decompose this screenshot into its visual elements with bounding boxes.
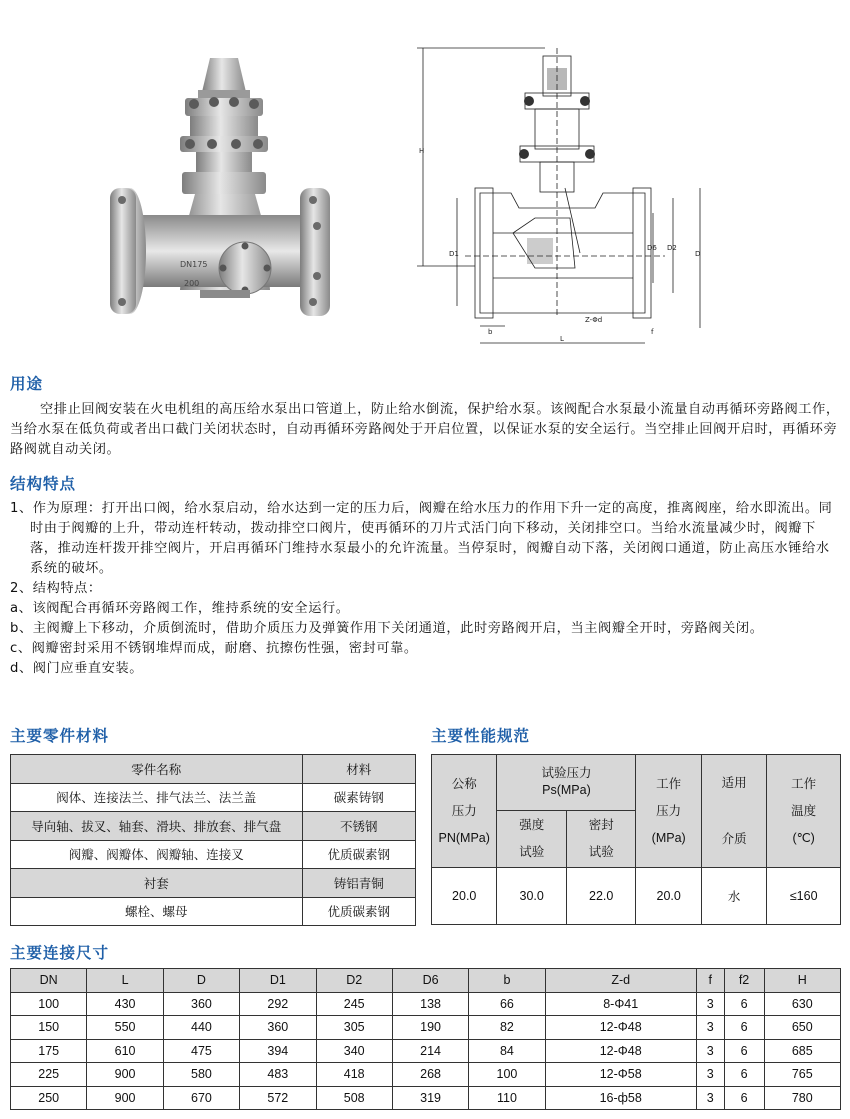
table-row [11, 812, 416, 841]
photo-body-text: DN175 [180, 260, 208, 269]
table-cell: 190 [392, 1016, 468, 1040]
header-line: 工作 [656, 776, 682, 791]
column-header-temperature [767, 755, 841, 868]
table-cell: 衬套 [11, 869, 303, 898]
dim-label-D6: D6 [647, 244, 657, 252]
column-header-strength [497, 810, 567, 867]
usage-heading: 用途 [10, 375, 44, 393]
table-row [11, 1063, 841, 1087]
table-row [432, 868, 841, 925]
table-cell: 319 [392, 1086, 468, 1110]
column-header-seal [566, 810, 636, 867]
table-cell: 16-ф58 [545, 1086, 696, 1110]
header-line: PN(MPa) [438, 830, 490, 845]
table-cell: 82 [469, 1016, 545, 1040]
column-header: D [163, 969, 239, 993]
table-cell: 3 [696, 1086, 724, 1110]
table-cell: 6 [724, 1039, 764, 1063]
table-cell: 610 [87, 1039, 163, 1063]
dim-label-Z: Z-Φd [585, 316, 603, 324]
header-line: Ps(MPa) [542, 783, 591, 798]
features-text [10, 499, 842, 679]
dim-label-b: b [488, 328, 493, 336]
table-cell: 780 [764, 1086, 840, 1110]
table-header-row [11, 969, 841, 993]
table-cell: 138 [392, 992, 468, 1016]
table-cell: 6 [724, 1063, 764, 1087]
dim-label-D: D [695, 250, 701, 258]
table-cell: 150 [11, 1016, 87, 1040]
table-row [11, 992, 841, 1016]
table-cell: 572 [240, 1086, 316, 1110]
table-cell: 水 [701, 868, 766, 925]
header-line: (MPa) [651, 830, 686, 845]
table-row [11, 783, 416, 812]
table-cell: 483 [240, 1063, 316, 1087]
table-cell: 12-Φ48 [545, 1039, 696, 1063]
table-cell: 导向轴、拔叉、轴套、滑块、排放套、排气盘 [11, 812, 303, 841]
column-header-work-pressure [636, 755, 701, 868]
header-line: 试验 [588, 844, 614, 859]
table-cell: 670 [163, 1086, 239, 1110]
performance-table [431, 754, 841, 925]
table-header-row [432, 755, 841, 811]
table-cell: 6 [724, 992, 764, 1016]
table-cell: 580 [163, 1063, 239, 1087]
table-cell: 250 [11, 1086, 87, 1110]
header-line: 试验 [519, 844, 545, 859]
table-cell: 508 [316, 1086, 392, 1110]
table-row [11, 897, 416, 926]
table-cell: 螺栓、螺母 [11, 897, 303, 926]
usage-text [10, 400, 842, 460]
valve-section-drawing [395, 38, 715, 358]
table-cell: 630 [764, 992, 840, 1016]
table-header-row [11, 755, 416, 784]
table-row [11, 1016, 841, 1040]
table-cell: ≤160 [767, 868, 841, 925]
table-cell: 765 [764, 1063, 840, 1087]
dimensions-table [10, 968, 841, 1110]
table-cell: 3 [696, 992, 724, 1016]
table-cell: 214 [392, 1039, 468, 1063]
column-header: H [764, 969, 840, 993]
materials-heading: 主要零件材料 [10, 727, 110, 745]
table-cell: 6 [724, 1086, 764, 1110]
column-header: b [469, 969, 545, 993]
table-cell: 66 [469, 992, 545, 1016]
feature-item: b、主阀瓣上下移动，介质倒流时，借助介质压力及弹簧作用下关闭通道，此时旁路阀开启，当主阀瓣全开时，旁路阀关闭。 [10, 621, 764, 636]
table-cell: 900 [87, 1063, 163, 1087]
dim-label-L: L [560, 335, 564, 343]
table-cell: 394 [240, 1039, 316, 1063]
dimensions-heading: 主要连接尺寸 [10, 944, 110, 962]
table-cell: 685 [764, 1039, 840, 1063]
table-cell: 84 [469, 1039, 545, 1063]
header-line: 公称 [451, 776, 477, 791]
header-line: 试验压力 [541, 766, 592, 781]
table-cell: 20.0 [432, 868, 497, 925]
header-line: 适用 [721, 776, 747, 790]
table-cell: 3 [696, 1016, 724, 1040]
column-header: 材料 [302, 755, 415, 784]
table-cell: 铸铝青铜 [302, 869, 415, 898]
column-header: Z-d [545, 969, 696, 993]
header-line: 密封 [588, 817, 614, 832]
table-cell: 22.0 [566, 868, 636, 925]
table-cell: 12-Φ48 [545, 1016, 696, 1040]
header-line: 强度 [519, 817, 545, 832]
valve-photo [100, 40, 350, 345]
table-cell: 292 [240, 992, 316, 1016]
column-header-medium [701, 755, 766, 868]
photo-body-text-2: 200 [184, 279, 200, 288]
table-cell: 430 [87, 992, 163, 1016]
feature-item: 2、结构特点： [10, 581, 102, 596]
feature-item: a、该阀配合再循环旁路阀工作，维持系统的安全运行。 [10, 601, 350, 616]
table-cell: 3 [696, 1063, 724, 1087]
table-cell: 900 [87, 1086, 163, 1110]
table-cell: 3 [696, 1039, 724, 1063]
table-cell: 440 [163, 1016, 239, 1040]
dim-label-D1: D1 [449, 250, 459, 258]
table-cell: 475 [163, 1039, 239, 1063]
table-cell: 418 [316, 1063, 392, 1087]
header-line: 压力 [451, 803, 477, 818]
header-line: 工作 [791, 776, 817, 791]
table-cell: 20.0 [636, 868, 701, 925]
table-cell: 100 [11, 992, 87, 1016]
table-cell: 268 [392, 1063, 468, 1087]
usage-paragraph: 空排止回阀安装在火电机组的高压给水泵出口管道上，防止给水倒流，保护给水泵。该阀配合水泵最小流量自动再循环旁路阀工作，当给水泵在低负荷或者出口截门关闭状态时，自动再循环旁路阀处于开启位置，以保证水泵的安全运行。当空排止回阀开启时，再循环旁路阀就自动关闭。 [10, 402, 840, 457]
column-header: 零件名称 [11, 755, 303, 784]
table-cell: 优质碳素钢 [302, 897, 415, 926]
column-header: D2 [316, 969, 392, 993]
features-heading: 结构特点 [10, 475, 77, 493]
column-header-test-pressure [497, 755, 636, 811]
table-cell: 优质碳素钢 [302, 840, 415, 869]
column-header: L [87, 969, 163, 993]
table-cell: 不锈钢 [302, 812, 415, 841]
table-cell: 100 [469, 1063, 545, 1087]
dim-label-D2: D2 [667, 244, 677, 252]
feature-item: 1、作为原理：打开出口阀，给水泵启动，给水达到一定的压力后，阀瓣在给水压力的作用下升一定的高度，推离阀座，给水即流出。同时由于阀瓣的上升，带动连杆转动，拨动排空口阀片，使再循环的刀片式活门向下移动，关闭排空口。当给水流量减少时，阀瓣下落，推动连杆拨开排空阀片，开启再循环门维持水泵最小的允许流量。当停泵时，阀瓣自动下落，关闭阀口通道，防止高压水锤给水系统的破坏。 [10, 501, 833, 576]
table-cell: 305 [316, 1016, 392, 1040]
table-row [11, 840, 416, 869]
table-cell: 245 [316, 992, 392, 1016]
column-header: f2 [724, 969, 764, 993]
table-row [11, 869, 416, 898]
table-cell: 阀体、连接法兰、排气法兰、法兰盖 [11, 783, 303, 812]
table-cell: 175 [11, 1039, 87, 1063]
materials-table [10, 754, 416, 926]
table-cell: 30.0 [497, 868, 567, 925]
header-line: 温度 [791, 803, 817, 818]
table-cell: 360 [163, 992, 239, 1016]
table-cell: 6 [724, 1016, 764, 1040]
feature-item: c、阀瓣密封采用不锈钢堆焊而成，耐磨、抗擦伤性强，密封可靠。 [10, 641, 418, 656]
table-cell: 650 [764, 1016, 840, 1040]
table-cell: 12-Φ58 [545, 1063, 696, 1087]
column-header: D6 [392, 969, 468, 993]
column-header: D1 [240, 969, 316, 993]
dim-label-H: H [419, 147, 425, 155]
table-cell: 225 [11, 1063, 87, 1087]
table-cell: 340 [316, 1039, 392, 1063]
table-cell: 360 [240, 1016, 316, 1040]
table-cell: 110 [469, 1086, 545, 1110]
dimensions-body [11, 992, 841, 1110]
table-row [11, 1039, 841, 1063]
column-header-nominal [432, 755, 497, 868]
header-line: 介质 [721, 832, 747, 846]
feature-item: d、阀门应垂直安装。 [10, 661, 144, 676]
table-row [11, 1086, 841, 1110]
table-cell: 8-Φ41 [545, 992, 696, 1016]
performance-heading: 主要性能规范 [431, 727, 531, 745]
table-cell: 阀瓣、阀瓣体、阀瓣轴、连接叉 [11, 840, 303, 869]
column-header: DN [11, 969, 87, 993]
dim-label-f: f [651, 328, 654, 336]
header-line: 压力 [656, 803, 682, 818]
column-header: f [696, 969, 724, 993]
header-line: (℃) [792, 830, 815, 845]
table-cell: 550 [87, 1016, 163, 1040]
table-cell: 碳素铸钢 [302, 783, 415, 812]
